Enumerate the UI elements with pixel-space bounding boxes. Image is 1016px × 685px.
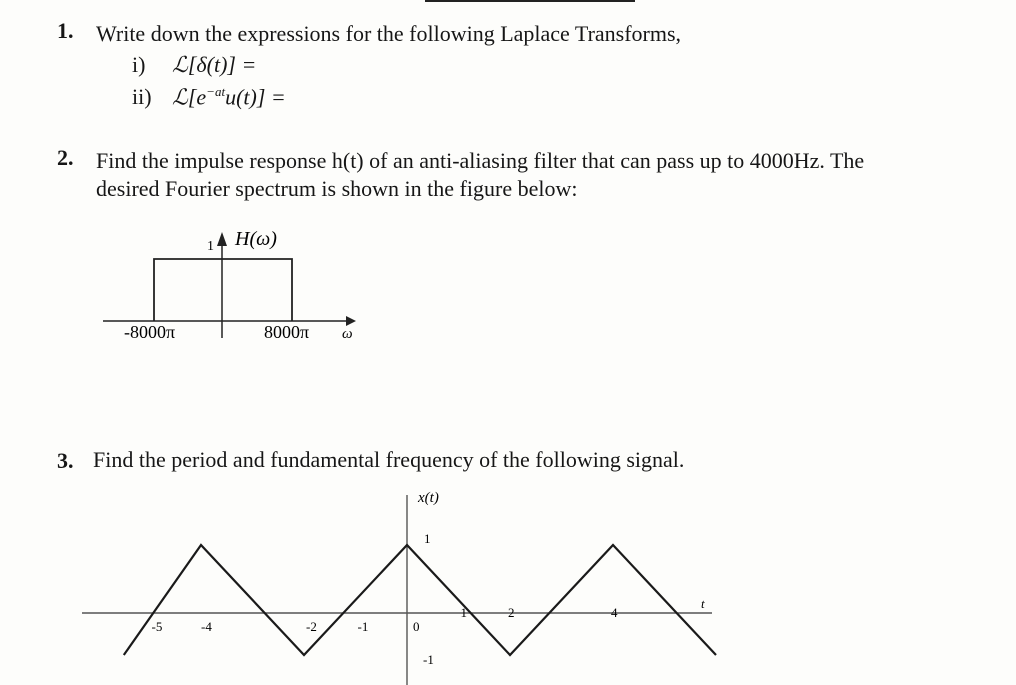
- q3-ylabel: x(t): [418, 490, 439, 506]
- q2-right-label: 8000π: [264, 322, 310, 342]
- q2-xlabel: ω: [342, 326, 353, 342]
- q3-text: Find the period and fundamental frequency of the following signal.: [93, 447, 685, 472]
- q2-line1: Find the impulse response h(t) of an anti-aliasing filter that can pass up to 4000Hz. The: [96, 148, 865, 173]
- q3-tick-label: -4: [201, 619, 212, 634]
- q2-left-label: -8000π: [124, 322, 176, 342]
- q1-item-i-label: i): [132, 52, 146, 77]
- q3-triangle-wave: [124, 545, 716, 655]
- q2-ylabel: H(ω): [235, 228, 277, 250]
- q3-y-neg-tick: -1: [423, 652, 434, 667]
- q3-tick-label: 4: [611, 605, 618, 620]
- q3-waveform: [124, 545, 716, 655]
- q3-xlabel: t: [701, 596, 705, 611]
- q1-item-ii-suffix: u(t)] =: [225, 84, 286, 110]
- q2-line2: desired Fourier spectrum is shown in the figure below:: [96, 176, 578, 201]
- q3-tick-label: 0: [413, 619, 420, 634]
- q1-text: Write down the expressions for the following Laplace Transforms,: [96, 21, 682, 46]
- q3-tick-label: 1: [460, 605, 467, 620]
- q1-number: 1.: [57, 18, 74, 43]
- q1-item-ii-exponent: −at: [206, 84, 226, 99]
- q3-tick-label: 2: [508, 605, 515, 620]
- q3-tick-labels: [152, 605, 619, 634]
- q3-tick-label: -1: [357, 619, 369, 634]
- q1-item-i-expr: ℒ[δ(t)] =: [172, 52, 257, 77]
- q2-number: 2.: [57, 145, 74, 170]
- q3-tick-label: -5: [151, 619, 163, 634]
- q1-item-ii-prefix: ℒ[e: [172, 84, 207, 110]
- q1-item-ii-label: ii): [132, 84, 152, 110]
- q3-number: 3.: [57, 448, 74, 473]
- q3-tick-label: -2: [306, 619, 317, 634]
- q2-ytick: 1: [207, 239, 214, 254]
- q3-y-pos-tick: 1: [424, 531, 431, 546]
